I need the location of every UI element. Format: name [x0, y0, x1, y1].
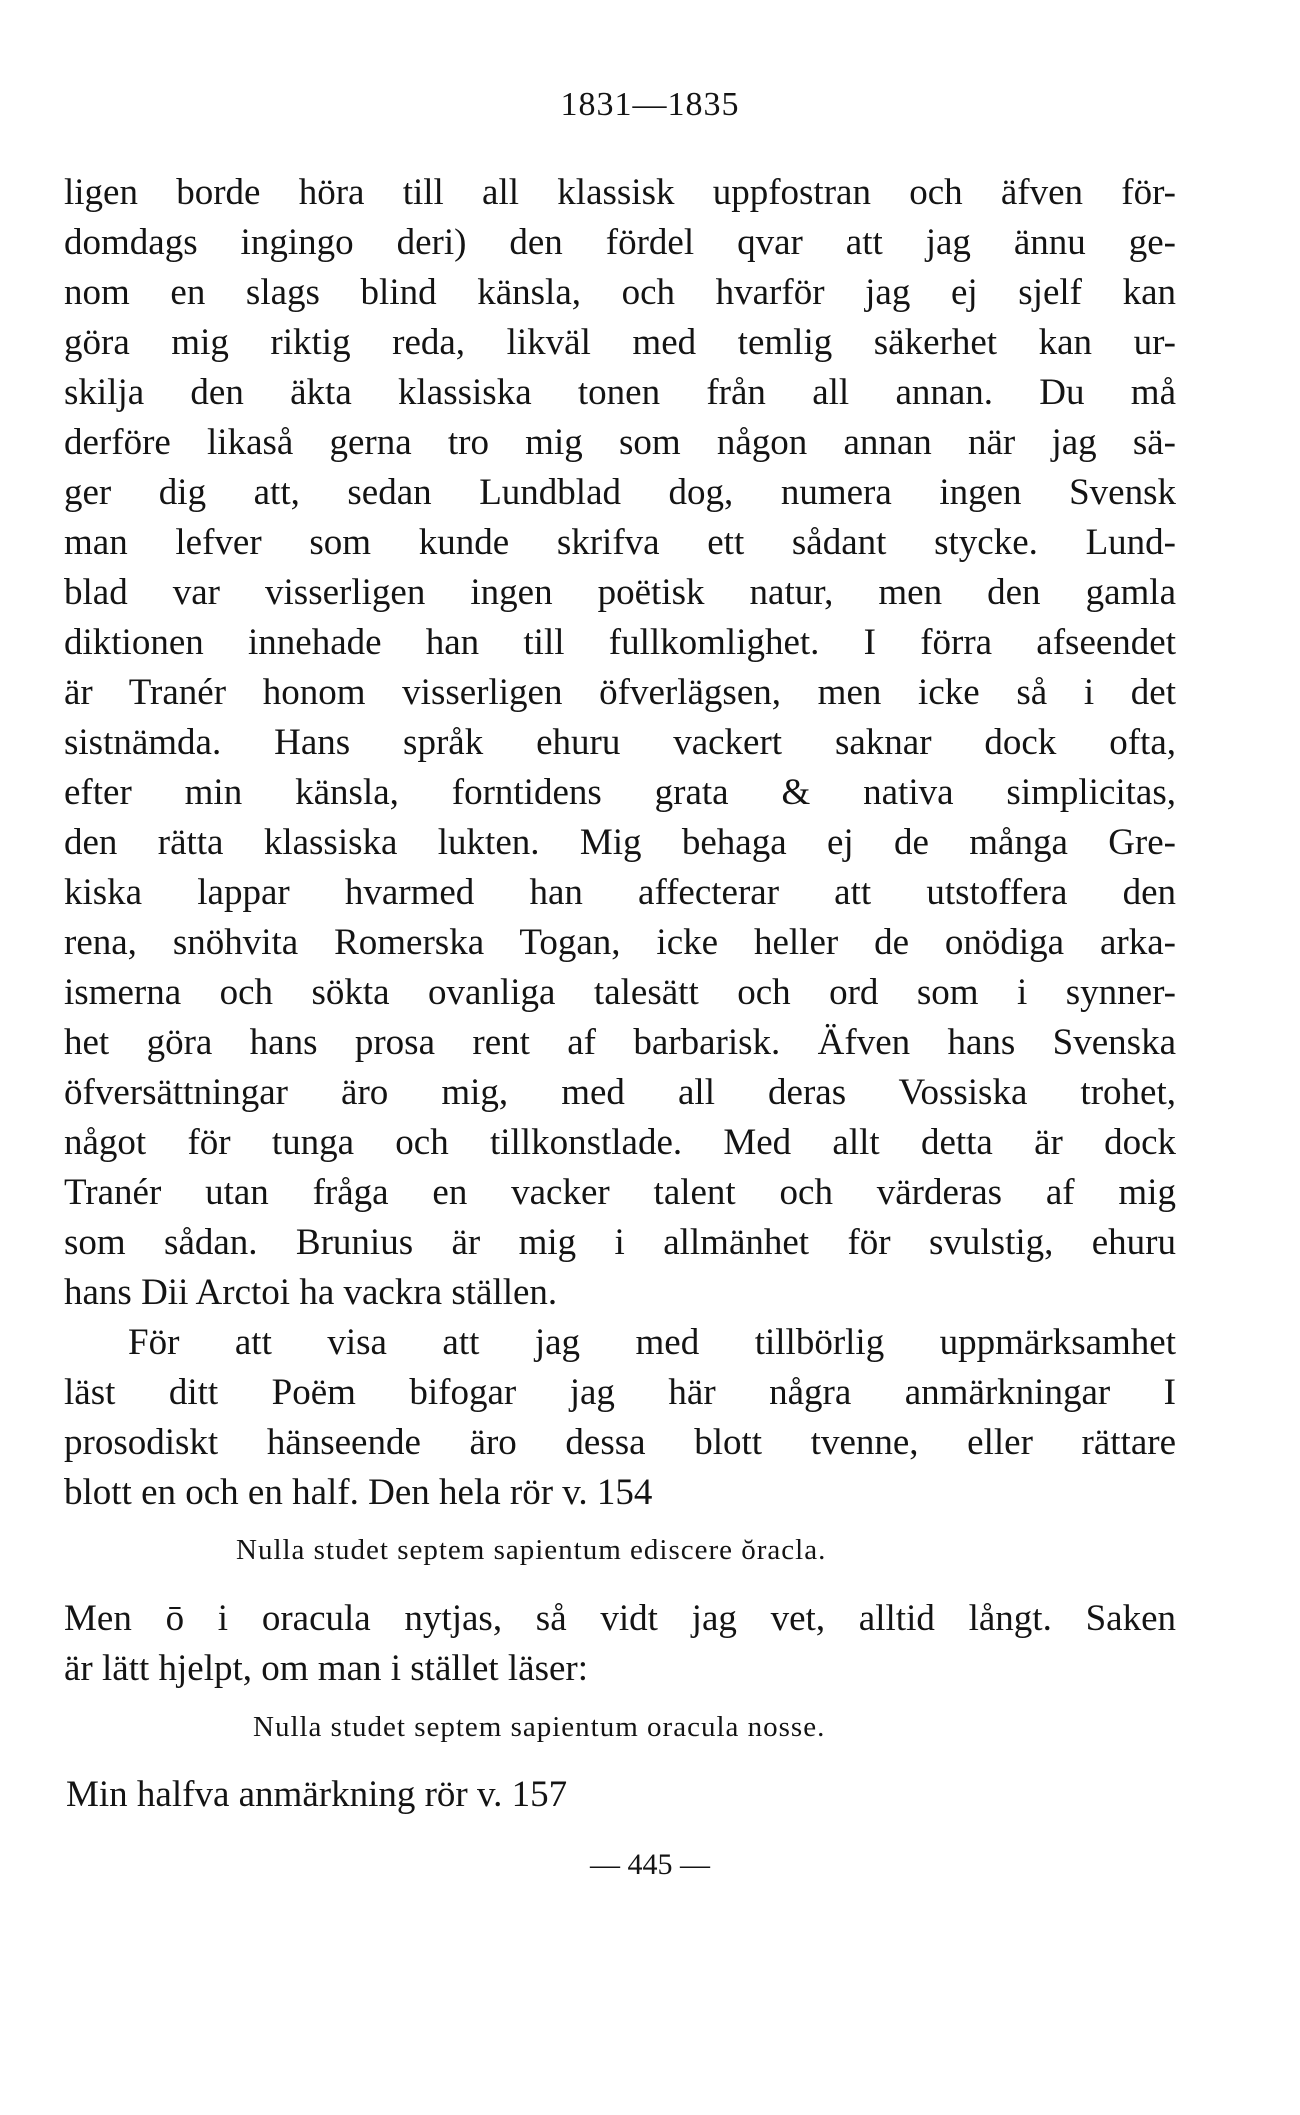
text-line: domdags ingingo deri) den fördel qvar att jag ännu ge- — [64, 222, 1176, 263]
text-line: ismerna och sökta ovanliga talesätt och ord som i synner- — [64, 972, 1176, 1013]
paragraph-3 — [64, 1594, 1176, 1694]
text-line: hans Dii Arctoi ha vackra ställen. — [64, 1272, 558, 1313]
text-line: kiska lappar hvarmed han affecterar att utstoffera den — [64, 872, 1176, 913]
text-line: Tranér utan fråga en vacker talent och värderas af mig — [64, 1172, 1176, 1213]
text-line: derföre likaså gerna tro mig som någon annan när jag sä- — [64, 422, 1176, 463]
text-line: blad var visserligen ingen poëtisk natur, men den gamla — [64, 572, 1176, 613]
text-line: man lefver som kunde skrifva ett sådant stycke. Lund- — [64, 522, 1176, 563]
text-line: göra mig riktig reda, likväl med temlig säkerhet kan ur- — [64, 322, 1176, 363]
text-line: diktionen innehade han till fullkomlighet. I förra afseendet — [64, 622, 1176, 663]
text-line: nom en slags blind känsla, och hvarför jag ej sjelf kan — [64, 272, 1176, 313]
text-line: läst ditt Poëm bifogar jag här några anmärkningar I — [64, 1372, 1176, 1413]
page-number: — 445 — — [590, 1848, 710, 1881]
text-line: skilja den äkta klassiska tonen från all annan. Du må — [64, 372, 1176, 413]
text-line: ger dig att, sedan Lundblad dog, numera ingen Svensk — [64, 472, 1176, 513]
text-line: sistnämda. Hans språk ehuru vackert saknar dock ofta, — [64, 722, 1176, 763]
text-line: rena, snöhvita Romerska Togan, icke heller de onödiga arka- — [64, 922, 1176, 963]
paragraph-1 — [64, 168, 1176, 1518]
text-line: är Tranér honom visserligen öfverlägsen, men icke så i det — [64, 672, 1176, 713]
paragraph-4: Min halfva anmärkning rör v. 157 — [66, 1774, 568, 1815]
text-line: het göra hans prosa rent af barbarisk. Äfven hans Svenska — [64, 1022, 1176, 1063]
text-line: den rätta klassiska lukten. Mig behaga ej de många Gre- — [64, 822, 1176, 863]
text-line: prosodiskt hänseende äro dessa blott tvenne, eller rättare — [64, 1422, 1176, 1463]
text-line: öfversättningar äro mig, med all deras Vossiska trohet, — [64, 1072, 1176, 1113]
text-line: efter min känsla, forntidens grata & nativa simplicitas, — [64, 772, 1176, 813]
text-line: Men ō i oracula nytjas, så vidt jag vet, alltid långt. Saken — [64, 1598, 1176, 1639]
text-line: något för tunga och tillkonstlade. Med allt detta är dock — [64, 1122, 1176, 1163]
latin-quote-2: Nulla studet septem sapientum oracula nosse. — [253, 1711, 826, 1743]
text-line: är lätt hjelpt, om man i stället läser: — [64, 1648, 589, 1689]
text-line: ligen borde höra till all klassisk uppfostran och äfven för- — [64, 172, 1176, 213]
text-line: För att visa att jag med tillbörlig uppmärksamhet — [128, 1322, 1176, 1363]
latin-quote-1: Nulla studet septem sapientum ediscere ŏracla. — [236, 1534, 827, 1566]
running-head: 1831—1835 — [560, 86, 740, 123]
text-line: som sådan. Brunius är mig i allmänhet för svulstig, ehuru — [64, 1222, 1176, 1263]
text-line: blott en och en half. Den hela rör v. 154 — [64, 1472, 653, 1513]
